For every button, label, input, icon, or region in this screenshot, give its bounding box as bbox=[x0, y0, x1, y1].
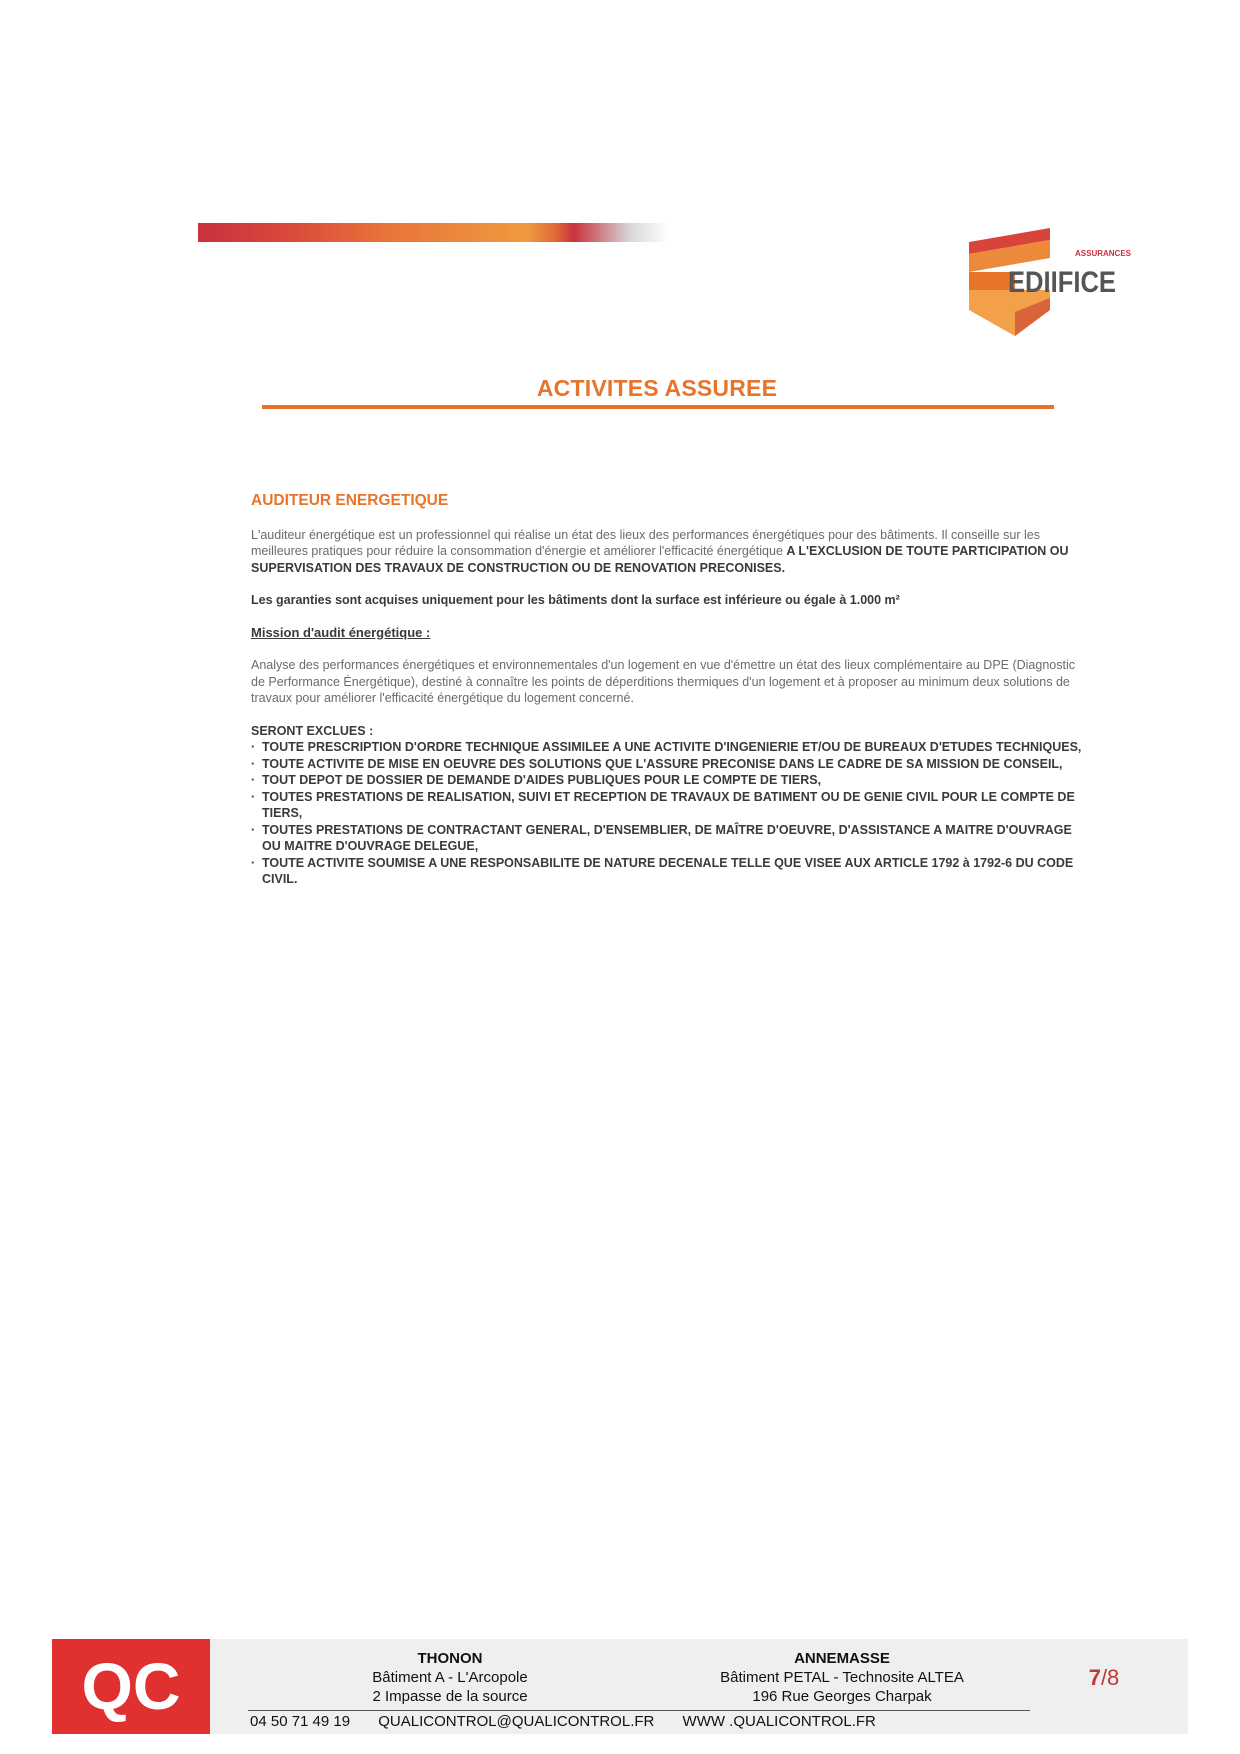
page-number bbox=[1064, 1665, 1144, 1691]
footer-divider bbox=[248, 1710, 1030, 1711]
intro-exclusion-text: A L'EXCLUSION DE TOUTE PARTICIPATION OU SUPERVISATION DES TRAVAUX DE CONSTRUCTION OU DE RENOVATION PRECONISES. bbox=[251, 544, 1069, 575]
page-total: /8 bbox=[1100, 1665, 1120, 1690]
phone-number: 04 50 71 49 19 bbox=[250, 1713, 351, 1730]
intro-paragraph bbox=[251, 527, 1083, 577]
svg-text:ASSURANCES: ASSURANCES bbox=[1075, 249, 1132, 258]
exclusion-item: · TOUTES PRESTATIONS DE CONTRACTANT GENERAL, D'ENSEMBLIER, DE MAÎTRE D'OEUVRE, D'ASSISTANCE A MAITRE D'OUVRAGE OU MAITRE D'OUVRAGE DELEGUE, bbox=[251, 822, 1083, 855]
office-city: ANNEMASSE bbox=[794, 1650, 890, 1667]
page-current: 7 bbox=[1088, 1665, 1101, 1690]
exclusion-item: · TOUT DEPOT DE DOSSIER DE DEMANDE D'AIDES PUBLIQUES POUR LE COMPTE DE TIERS, bbox=[251, 772, 1083, 789]
exclusion-item: · TOUTE ACTIVITE DE MISE EN OEUVRE DES SOLUTIONS QUE L'ASSURE PRECONISE DANS LE CADRE DE SA MISSION DE CONSEIL, bbox=[251, 756, 1083, 773]
contact-line bbox=[250, 1713, 900, 1730]
document-body bbox=[251, 493, 1083, 888]
office-address-line: Bâtiment A - L'Arcopole bbox=[372, 1669, 528, 1686]
office-thonon bbox=[300, 1649, 600, 1706]
section-title: AUDITEUR ENERGETIQUE bbox=[251, 492, 449, 509]
email-link[interactable]: QUALICONTROL@QUALICONTROL.FR bbox=[378, 1713, 655, 1730]
website-link[interactable]: WWW .QUALICONTROL.FR bbox=[682, 1713, 876, 1730]
title-divider bbox=[262, 405, 1054, 409]
office-address-line: 2 Impasse de la source bbox=[372, 1688, 528, 1705]
office-city: THONON bbox=[417, 1650, 483, 1667]
exclusion-item: · TOUTE PRESCRIPTION D'ORDRE TECHNIQUE ASSIMILEE A UNE ACTIVITE D'INGENIERIE ET/OU DE BUREAUX D'ETUDES TECHNIQUES, bbox=[251, 739, 1083, 756]
page-title: ACTIVITES ASSUREE bbox=[536, 375, 778, 401]
exclusions-title: SERONT EXCLUES : bbox=[251, 723, 374, 738]
mission-text: Analyse des performances énergétiques et environnementales d'un logement en vue d'émettre un état des lieux complémentaire au DPE (Diagnostic de Performance Énergétique), destiné à connaître les points de déperditions thermiques d'un logement et à proposer au minimum deux solutions de travaux pour améliorer l'efficacité énergétique du logement concerné. bbox=[251, 658, 1075, 705]
office-address-line: Bâtiment PETAL - Technosite ALTEA bbox=[720, 1669, 964, 1686]
intro-text: L'auditeur énergétique est un professionnel qui réalise un état des lieux des performances énergétiques pour des bâtiments. Il conseille sur les meilleures pratiques pour réduire la consommation d'énergie et améliorer l'efficacité énergétique bbox=[251, 527, 1040, 558]
mission-heading: Mission d'audit énergétique : bbox=[251, 624, 431, 640]
exclusion-item: · TOUTE ACTIVITE SOUMISE A UNE RESPONSABILITE DE NATURE DECENALE TELLE QUE VISEE AUX ARTICLE 1792 à 1792-6 DU CODE CIVIL. bbox=[251, 855, 1083, 888]
exclusions-list bbox=[251, 739, 1083, 888]
exclusion-item: · TOUTES PRESTATIONS DE REALISATION, SUIVI ET RECEPTION DE TRAVAUX DE BATIMENT OU DE GENIE CIVIL POUR LE COMPTE DE TIERS, bbox=[251, 789, 1083, 822]
office-address-line: 196 Rue Georges Charpak bbox=[752, 1688, 932, 1705]
header-gradient-bar bbox=[198, 223, 668, 242]
svg-text:EDIIFICE: EDIIFICE bbox=[1008, 266, 1116, 299]
ediifice-logo bbox=[965, 228, 1132, 340]
page-footer bbox=[52, 1639, 1188, 1734]
qualicontrol-logo bbox=[52, 1639, 210, 1734]
guarantee-text: Les garanties sont acquises uniquement pour les bâtiments dont la surface est inférieure ou égale à 1.000 m² bbox=[251, 593, 900, 607]
office-annemasse bbox=[642, 1649, 1042, 1706]
svg-text:QC: QC bbox=[81, 1649, 181, 1723]
